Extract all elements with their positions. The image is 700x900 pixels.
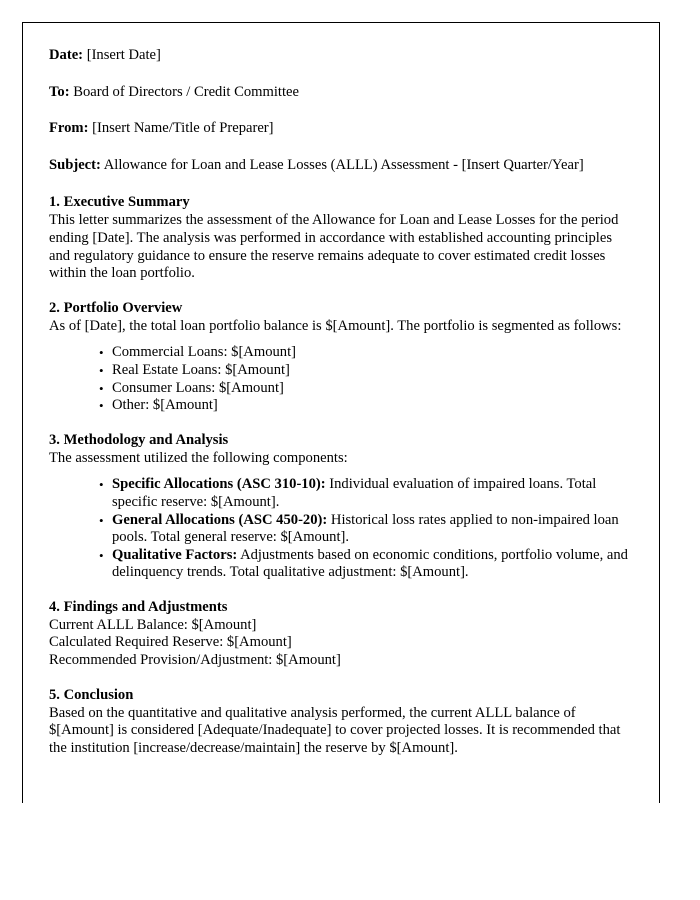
list-item-lead: Qualitative Factors:	[112, 546, 238, 563]
list-item	[49, 362, 629, 380]
bullet-icon: •	[99, 398, 104, 414]
section-conclusion	[49, 686, 629, 758]
header-field-subject-label: Subject:	[49, 156, 101, 173]
spacer	[49, 415, 629, 431]
section-methodology-heading: 3. Methodology and Analysis	[49, 431, 229, 448]
section-methodology-body: The assessment utilized the following components:	[49, 449, 348, 466]
bullet-icon: •	[99, 477, 104, 493]
list-item-label: Individual evaluation of impaired loans. Total specific reserve: $[Amount].	[112, 476, 597, 510]
list-item	[49, 476, 629, 511]
spacer	[49, 335, 629, 344]
list-item-label: Commercial Loans: $[Amount]	[112, 344, 297, 361]
header-field-from-value: [Insert Name/Title of Preparer]	[92, 120, 274, 137]
header-field-date-value: [Insert Date]	[86, 47, 161, 63]
document-page	[22, 22, 660, 803]
header-field-to-label: To:	[49, 83, 70, 100]
portfolio-segment-list	[49, 344, 629, 414]
spacer	[49, 582, 629, 598]
findings-line-current-balance: Current ALLL Balance: $[Amount]	[49, 616, 257, 633]
header-field-subject-value: Allowance for Loan and Lease Losses (ALLL) Assessment - [Insert Quarter/Year]	[103, 156, 584, 173]
list-item	[49, 380, 629, 398]
methodology-component-list	[49, 476, 629, 582]
section-executive-summary	[49, 193, 629, 282]
section-conclusion-body: Based on the quantitative and qualitative analysis performed, the current ALLL balance of $[Amount] is considered [Adequate/Inadequate] to cover projected losses. It is recommended that the institution [increase/decrease/maintain] the reserve by $[Amount].	[49, 704, 621, 756]
list-item-lead: Specific Allocations (ASC 310-10):	[112, 476, 326, 493]
list-item	[49, 512, 629, 547]
findings-line-required-reserve: Calculated Required Reserve: $[Amount]	[49, 634, 292, 651]
header-field-date	[49, 47, 629, 65]
section-conclusion-heading: 5. Conclusion	[49, 686, 134, 703]
spacer	[49, 283, 629, 299]
section-executive-summary-body: This letter summarizes the assessment of the Allowance for Loan and Lease Losses for the period ending [Date]. The analysis was performed in accordance with established accounting principles and regulatory guidance to ensure the reserve remains adequate to cover estimated credit losses within the loan portfolio.	[49, 212, 619, 282]
list-item-label: Historical loss rates applied to non-impaired loan pools. Total general reserve: $[Amount].	[112, 511, 619, 546]
document-body	[23, 23, 659, 757]
list-item-label: Adjustments based on economic conditions, portfolio volume, and delinquency trends. Total qualitative adjustment: $[Amount].	[112, 546, 628, 581]
bullet-icon: •	[99, 362, 104, 378]
list-item	[49, 547, 629, 582]
section-portfolio-overview-body: As of [Date], the total loan portfolio balance is $[Amount]. The portfolio is segmented as follows:	[49, 317, 622, 334]
list-item	[49, 344, 629, 362]
section-findings	[49, 598, 629, 670]
header-field-from-label: From:	[49, 120, 89, 137]
findings-line-recommended-provision: Recommended Provision/Adjustment: $[Amount]	[49, 652, 341, 669]
header-field-to-value: Board of Directors / Credit Committee	[73, 83, 299, 100]
bullet-icon: •	[99, 345, 104, 361]
list-item	[49, 397, 629, 415]
section-findings-heading: 4. Findings and Adjustments	[49, 598, 228, 615]
letter-header	[49, 47, 629, 174]
section-portfolio-overview	[49, 299, 629, 415]
list-item-label: Real Estate Loans: $[Amount]	[112, 361, 290, 378]
header-field-to	[49, 84, 629, 102]
header-field-from	[49, 120, 629, 138]
section-methodology	[49, 431, 629, 582]
bullet-icon: •	[99, 512, 104, 528]
section-portfolio-overview-heading: 2. Portfolio Overview	[49, 299, 183, 316]
section-executive-summary-heading: 1. Executive Summary	[49, 194, 190, 211]
spacer	[49, 467, 629, 476]
bullet-icon: •	[99, 547, 104, 563]
header-field-subject	[49, 157, 629, 175]
list-item-label: Consumer Loans: $[Amount]	[112, 379, 284, 396]
list-item-label: Other: $[Amount]	[112, 397, 218, 414]
bullet-icon: •	[99, 380, 104, 396]
list-item-lead: General Allocations (ASC 450-20):	[112, 511, 328, 528]
header-field-date-label: Date:	[49, 47, 84, 63]
spacer	[49, 670, 629, 686]
